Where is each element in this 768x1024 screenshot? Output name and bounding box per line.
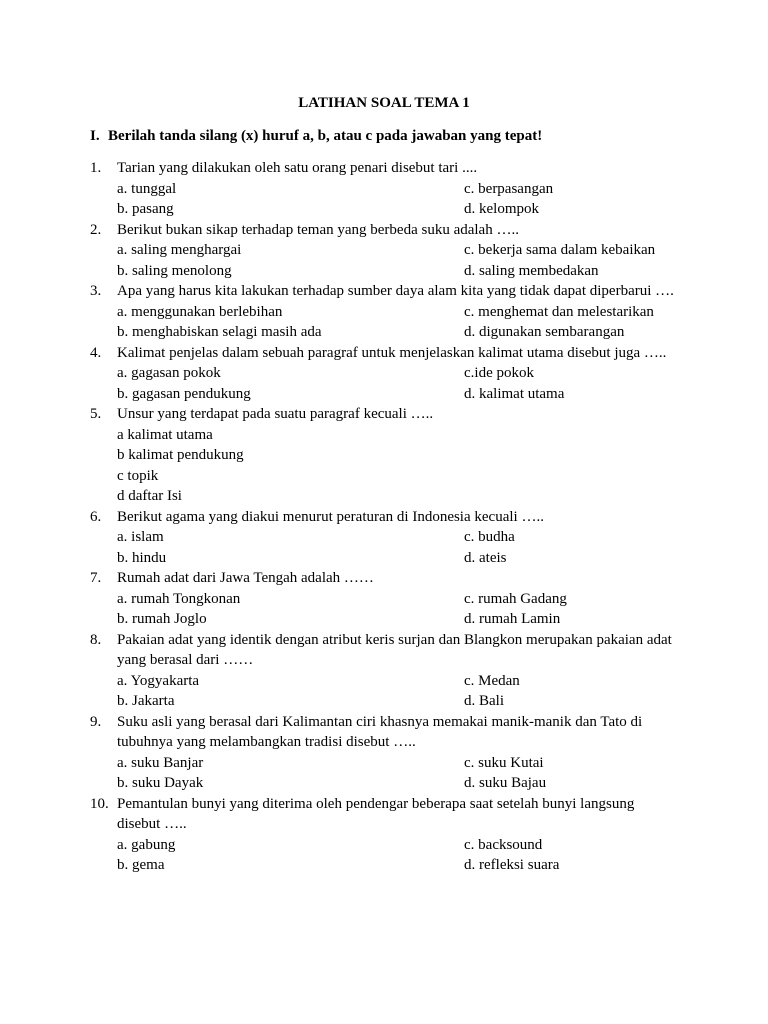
answer-option-c: c.ide pokok xyxy=(464,365,534,381)
answer-options xyxy=(117,527,690,568)
answer-option-a: a. tunggal xyxy=(117,180,177,197)
answer-option-a: a. menggunakan berlebihan xyxy=(117,303,283,320)
question-text: Tarian yang dilakukan oleh satu orang penari disebut tari .... xyxy=(117,160,478,176)
question-text: Unsur yang terdapat pada suatu paragraf kecuali ….. xyxy=(117,406,434,422)
instruction-text: Berilah tanda silang (x) huruf a, b, atau c pada jawaban yang tepat! xyxy=(108,128,543,144)
answer-option-a: a. Yogyakarta xyxy=(117,672,200,689)
question-text: Kalimat penjelas dalam sebuah paragraf untuk menjelaskan kalimat utama disebut juga ….. xyxy=(117,344,667,361)
section-number: I. xyxy=(90,128,100,144)
question-number: 1. xyxy=(90,160,102,176)
question-number: 2. xyxy=(90,221,102,238)
answer-option-a: a kalimat utama xyxy=(117,426,213,443)
question-item xyxy=(90,568,690,630)
question-item xyxy=(90,712,690,794)
answer-options xyxy=(117,835,690,876)
question-number: 10. xyxy=(90,795,109,812)
question-item xyxy=(90,158,690,220)
answer-option-a: a. gabung xyxy=(117,836,176,853)
section-instruction xyxy=(90,126,542,146)
question-number: 7. xyxy=(90,570,102,586)
answer-options xyxy=(117,671,690,712)
answer-options xyxy=(117,363,690,404)
answer-option-b: b kalimat pendukung xyxy=(117,447,244,463)
question-item xyxy=(90,794,690,876)
answer-option-c: c. backsound xyxy=(464,836,543,853)
answer-option-d: d. digunakan sembarangan xyxy=(464,324,625,340)
question-text: Suku asli yang berasal dari Kalimantan ciri khasnya memakai manik-manik dan Tato di tubuhnya yang melambangkan tradisi disebut ….. xyxy=(117,713,643,750)
question-item xyxy=(90,630,690,712)
answer-option-c: c. bekerja sama dalam kebaikan xyxy=(464,242,656,258)
question-text: Pemantulan bunyi yang diterima oleh pendengar beberapa saat setelah bunyi langsung disebut ….. xyxy=(117,795,635,832)
question-list xyxy=(90,158,690,876)
answer-option-c: c. rumah Gadang xyxy=(464,590,567,607)
answer-option-b: b. pasang xyxy=(117,201,174,217)
question-item xyxy=(90,404,690,507)
answer-option-c: c. menghemat dan melestarikan xyxy=(464,303,654,320)
question-number: 3. xyxy=(90,283,102,299)
answer-option-a: a. islam xyxy=(117,529,164,545)
answer-option-a: a. suku Banjar xyxy=(117,754,204,771)
answer-option-a: a. rumah Tongkonan xyxy=(117,590,241,607)
question-text: Berikut bukan sikap terhadap teman yang berbeda suku adalah ….. xyxy=(117,221,519,238)
question-number: 9. xyxy=(90,713,102,730)
question-number: 8. xyxy=(90,631,102,648)
answer-option-d: d. rumah Lamin xyxy=(464,611,561,627)
answer-option-b: b. Jakarta xyxy=(117,693,175,709)
answer-option-d: d. kalimat utama xyxy=(464,385,565,402)
answer-option-a: a. gagasan pokok xyxy=(117,365,221,381)
answer-option-b: b. gema xyxy=(117,857,165,873)
answer-option-d: d. saling membedakan xyxy=(464,262,599,279)
answer-option-a: a. saling menghargai xyxy=(117,242,242,258)
question-number: 5. xyxy=(90,406,102,422)
answer-option-c: c. berpasangan xyxy=(464,180,554,197)
question-text: Berikut agama yang diakui menurut peraturan di Indonesia kecuali ….. xyxy=(117,508,544,525)
question-item xyxy=(90,343,690,405)
answer-options xyxy=(117,753,690,794)
answer-option-d: d. refleksi suara xyxy=(464,857,560,873)
answer-option-b: b. gagasan pendukung xyxy=(117,385,251,402)
question-number: 4. xyxy=(90,344,102,361)
answer-option-b: b. saling menolong xyxy=(117,262,232,279)
question-number: 6. xyxy=(90,508,102,525)
answer-option-d: d. kelompok xyxy=(464,201,539,217)
question-item xyxy=(90,220,690,282)
answer-option-d: d. Bali xyxy=(464,693,504,709)
answer-option-b: b. menghabiskan selagi masih ada xyxy=(117,324,322,340)
question-text: Pakaian adat yang identik dengan atribut keris surjan dan Blangkon merupakan pakaian adat yang berasal dari …… xyxy=(117,631,672,668)
question-text: Rumah adat dari Jawa Tengah adalah …… xyxy=(117,570,374,586)
question-text: Apa yang harus kita lakukan terhadap sumber daya alam kita yang tidak dapat diperbarui …. xyxy=(117,283,674,299)
answer-option-d: d daftar Isi xyxy=(117,488,182,504)
answer-options xyxy=(117,240,690,281)
answer-option-c: c topik xyxy=(117,467,159,484)
page-title: LATIHAN SOAL TEMA 1 xyxy=(298,95,470,111)
question-item xyxy=(90,281,690,343)
answer-options xyxy=(117,425,690,507)
answer-option-c: c. budha xyxy=(464,529,515,545)
answer-options xyxy=(117,589,690,630)
answer-option-b: b. rumah Joglo xyxy=(117,611,207,627)
answer-option-d: d. ateis xyxy=(464,549,507,566)
answer-option-b: b. hindu xyxy=(117,549,167,566)
answer-option-b: b. suku Dayak xyxy=(117,775,204,791)
answer-option-c: c. suku Kutai xyxy=(464,754,544,771)
answer-option-d: d. suku Bajau xyxy=(464,775,547,791)
question-item xyxy=(90,507,690,569)
answer-option-c: c. Medan xyxy=(464,672,520,689)
answer-options xyxy=(117,302,690,343)
answer-options xyxy=(117,179,690,220)
